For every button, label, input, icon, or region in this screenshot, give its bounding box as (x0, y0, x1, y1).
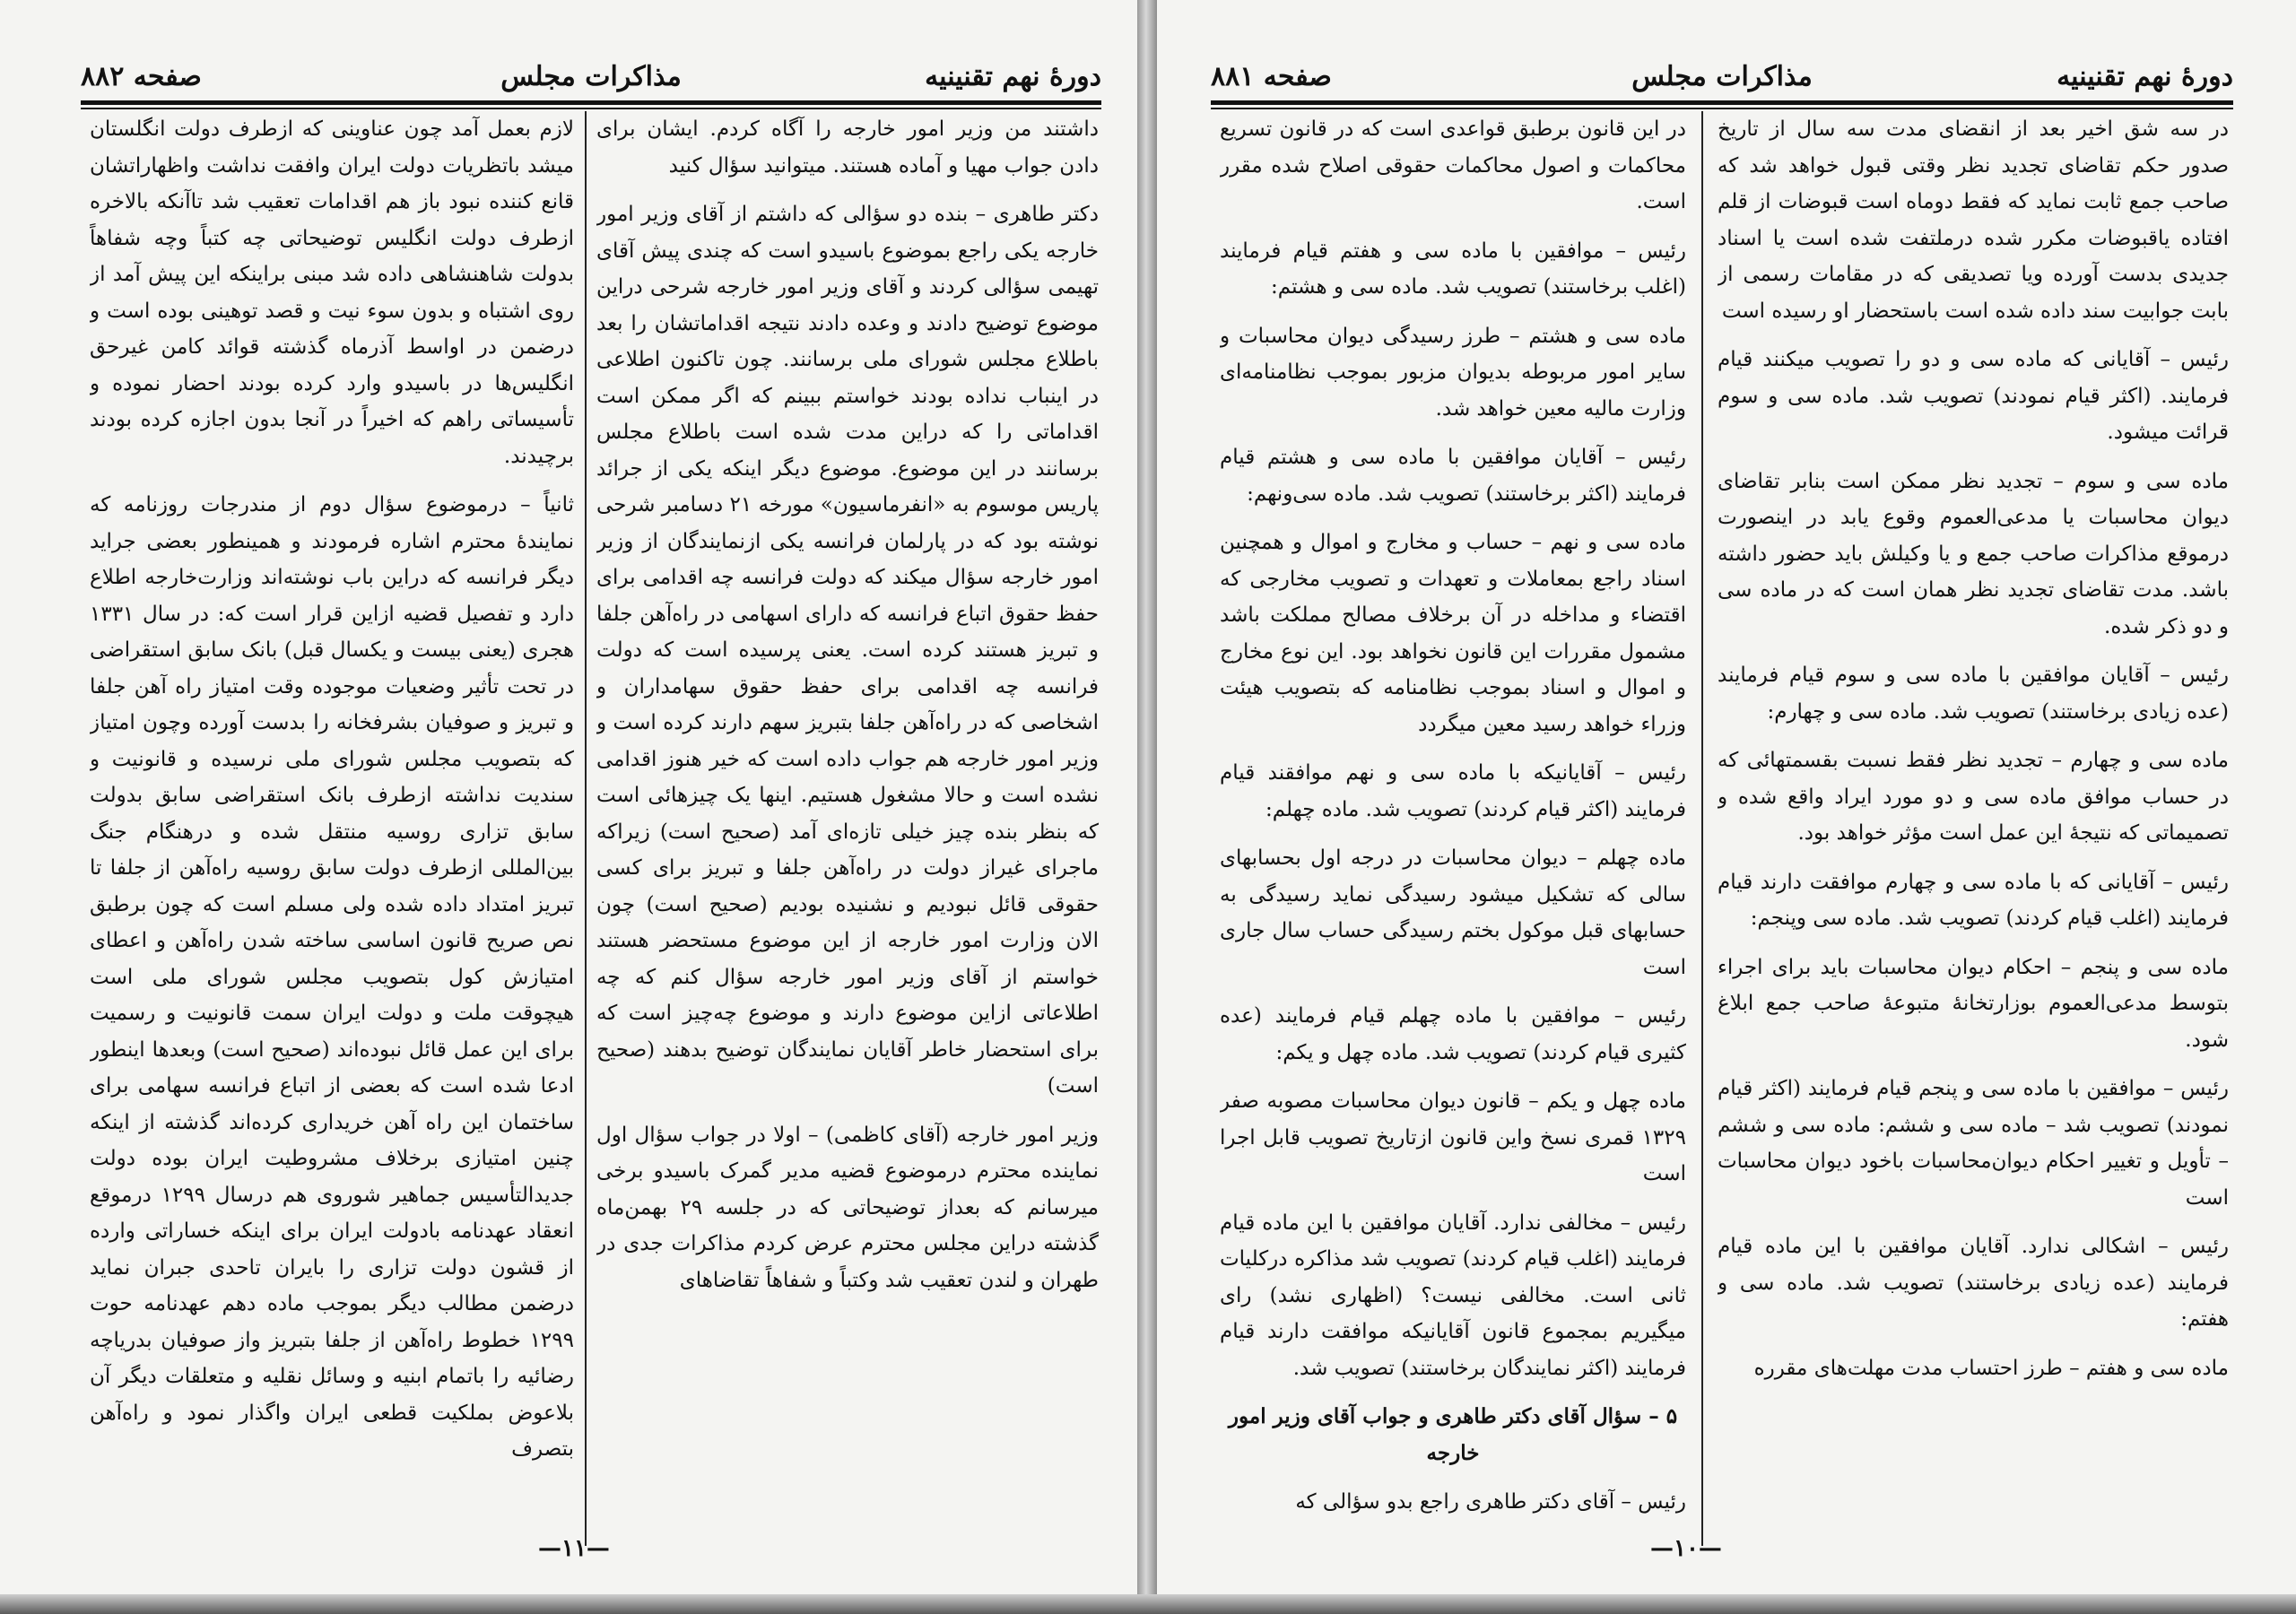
paragraph: لازم بعمل آمد چون عناوینی که ازطرف دولت انگلستان میشد باتظریات دولت ایران وافقت نداشت واظهاراتشان قانع کننده نبود باز هم اقدامات تعقیب شد تاآنکه بالاخره ازطرف دولت انگلیس توضیحاتی چه کتباً وچه شفاهاً بدولت شاهنشاهی داده شد مبنی براینکه این پیش آمد از روی اشتباه و بدون سوء نیت و قصد توهینی بوده است و درضمن در اواسط آذرماه گذشته قوائد کامن غیرحق انگلیس‌ها در باسیدو وارد کرده بودند احضار نموده و تأسیساتی راهم که اخیراً در آنجا بدون اجازه کرده بودند برچیدند. (90, 117, 574, 468)
running-title: مذاکرات مجلس (500, 61, 682, 92)
paragraph: ماده سی و نهم – حساب و مخارج و اموال و همچنین اسناد راجع بمعاملات و تعهدات و تصویب مخارجی که اقتضاء و مداخله در آن برخلاف مصالح مملکت باشد مشمول مقررات این قانون نخواهد بود. این نوع مخارج و اموال و اسناد بموجب نظامنامه که بتصویب هیئت وزراء خواهد رسید معین میگردد (1220, 531, 1686, 736)
paragraph: ماده چهل و یکم – قانون دیوان محاسبات مصوبه صفر ۱۳۲۹ قمری نسخ واین قانون ازتاریخ تصویب قابل اجرا است (1220, 1089, 1686, 1185)
header-rule-thin (1211, 108, 2233, 109)
text-column-right (596, 111, 1099, 1546)
footer-page-number: —۱۰— (1650, 1535, 1722, 1562)
paragraph: ماده سی و هفتم – طرز احتساب مدت مهلت‌های مقرره (1753, 1356, 2229, 1380)
page-number: صفحه ۸۸۱ (1211, 61, 1332, 92)
paragraph: رئیس – موافقین با ماده چهلم قیام فرمایند (عده کثیری قیام کردند) تصویب شد. ماده چهل و یکم: (1220, 1004, 1686, 1064)
running-title: مذاکرات مجلس (1631, 61, 1813, 92)
right-page (1157, 0, 2296, 1614)
paragraph: رئیس – آقایان موافقین با ماده سی و سوم قیام فرمایند (عده زیادی برخاستند) تصویب شد. ماده سی و چهارم: (1718, 664, 2229, 724)
column-divider (585, 111, 587, 1546)
paragraph: رئیس – آقای دکتر طاهری راجع بدو سؤالی که (1295, 1490, 1686, 1514)
paragraph: رئیس – آقایانی که با ماده سی و چهارم موافقت دارند قیام فرمایند (اغلب قیام کردند) تصویب شد. ماده سی وپنجم: (1718, 870, 2229, 930)
paragraph: رئیس – موافقین با ماده سی و پنجم قیام فرمایند (اکثر قیام نمودند) تصویب شد – ماده سی و ششم: ماده سی و ششم – تأویل و تغییر احکام دیوان‌محاسبات باخود دیوان محاسبات است (1718, 1077, 2229, 1210)
paragraph: رئیس – اشکالی ندارد. آقایان موافقین با این ماده قیام فرمایند (عده زیادی برخاستند) تصویب شد. ماده سی و هفتم: (1718, 1235, 2229, 1331)
paragraph: ماده سی و چهارم – تجدید نظر فقط نسبت بقسمتهائی که در حساب موافق ماده سی و دو مورد ایراد واقع شده و تصمیماتی که نتیجهٔ این عمل است مؤثر خواهد بود. (1718, 749, 2229, 845)
paragraph: داشتند من وزیر امور خارجه را آگاه کردم. ایشان برای دادن جواب مهیا و آماده هستند. میتوانید سؤال کنید (596, 117, 1099, 178)
section-heading: ۵ – سؤال آقای دکتر طاهری و جواب آقای وزیر امور خارجه (1228, 1404, 1678, 1465)
paragraph: در این قانون برطبق قواعدی است که در قانون تسریع محاکمات و اصول محاکمات حقوقی اصلاح شده مقرر است. (1220, 117, 1686, 213)
paragraph: ماده چهلم – دیوان محاسبات در درجه اول بحسابهای سالی که تشکیل میشود رسیدگی نماید رسیدگی به حسابهای قبل موکول بختم رسیدگی حساب سال جاری است (1220, 846, 1686, 979)
paragraph: رئیس – موافقین با ماده سی و هفتم قیام فرمایند (اغلب برخاستند) تصویب شد. ماده سی و هشتم: (1220, 239, 1686, 299)
paragraph: رئیس – آقایان موافقین با ماده سی و هشتم قیام فرمایند (اکثر برخاستند) تصویب شد. ماده سی‌ونهم: (1220, 446, 1686, 506)
paragraph: وزیر امور خارجه (آقای کاظمی) – اولا در جواب سؤال اول نماینده محترم درموضوع قضیه مدیر گمرک باسیدو برخی میرسانم که بعداز توضیحاتی که در جلسه ۲۹ بهمن‌ماه گذشته دراین مجلس محترم عرض کردم مذاکرات جدی در طهران و لندن تعقیب شد وکتباً و شفاهاً تقاضاهای (596, 1123, 1099, 1292)
column-divider (1701, 111, 1703, 1546)
text-column-right (1718, 111, 2229, 1546)
paragraph: دکتر طاهری – بنده دو سؤالی که داشتم از آقای وزیر امور خارجه یکی راجع بموضوع باسیدو است که چندی پیش آقای تهیمی سؤالی کردند و آقای وزیر امور خارجه شرحی دراین موضوع توضیح دادند و وعده دادند نتیجه اقداماتشان را بعد باطلاع مجلس شورای ملی برسانند. چون تاکنون اطلاعی در اینباب نداده بودند خواستم ببینم که اگر ممکن است اقداماتی را که دراین مدت شده است باطلاع مجلس برسانند در این موضوع. موضوع دیگر اینکه یکی از جرائد پاریس موسوم به «انفرماسیون» مورخه ۲۱ دسامبر شرحی نوشته بود که در پارلمان فرانسه یکی ازنمایندگان از وزیر امور خارجه سؤال میکند که دولت فرانسه چه اقدامی برای حفظ حقوق اتباع فرانسه که دارای اسهامی در راه‌آهن جلفا و تبریز هستند کرده است. یعنی پرسیده است که دولت فرانسه چه اقدامی برای حفظ حقوق سهامداران و اشخاصی که در راه‌آهن جلفا بتبریز سهم دارند کرده است و وزیر امور خارجه هم جواب داده است که خیر هنوز اقدامی نشده است و حالا مشغول هستیم. اینها یک چیزهائی است که بنظر بنده چیز خیلی تازه‌ای آمد (صحیح است) زیراکه ماجرای غیراز دولت در راه‌آهن جلفا و تبریز برای کسی حقوقی قائل نبودیم و نشنیده بودیم (صحیح است) چون الان وزارت امور خارجه از این موضوع مستحضر هستند خواستم از آقای وزیر امور خارجه سؤال کنم که چه اطلاعاتی ازاین موضوع دارند و موضوع چه‌چیز است که برای استحضار خاطر آقایان نمایندگان توضیح بدهند (صحیح است) (596, 203, 1099, 1098)
text-column-left (1220, 111, 1686, 1546)
text-column-left (90, 111, 574, 1546)
page-number: صفحه ۸۸۲ (81, 61, 202, 92)
book-gutter (1137, 0, 1157, 1614)
paragraph: ماده سی و هشتم – طرز رسیدگی دیوان محاسبات و سایر امور مربوطه بدیوان مزبور بموجب نظامنامه‌ای وزارت مالیه معین خواهد شد. (1220, 324, 1686, 421)
paragraph: رئیس – مخالفی ندارد. آقایان موافقین با این ماده قیام فرمایند (اغلب قیام کردند) تصویب شد مذاکره درکلیات ثانی است. مخالفی نیست؟ (اظهاری نشد) رای میگیریم بمجموع قانون آقایانیکه موافقت دارند قیام فرمایند (اکثر نمایندگان برخاستند) تصویب شد. (1220, 1210, 1686, 1380)
session-title: دورهٔ نهم تقنینیه (2057, 61, 2233, 92)
session-title: دورهٔ نهم تقنینیه (925, 61, 1101, 92)
header-rule (1211, 100, 2233, 105)
page-header (81, 52, 1101, 102)
paragraph: ماده سی و سوم – تجدید نظر ممکن است بنابر تقاضای دیوان محاسبات یا مدعی‌العموم وقوع یابد در اینصورت درموقع مذاکرات صاحب جمع و یا وکیلش باید حضور داشته باشد. مدت تقاضای تجدید نظر همان است که در ماده سی و دو ذکر شده. (1718, 469, 2229, 638)
header-rule (81, 100, 1101, 105)
left-page (0, 0, 1137, 1614)
header-rule-thin (81, 108, 1101, 109)
paragraph: رئیس – آقایانیکه با ماده سی و نهم موافقند قیام فرمایند (اکثر قیام کردند) تصویب شد. ماده چهلم: (1220, 761, 1686, 821)
paragraph: رئیس – آقایانی که ماده سی و دو را تصویب میکنند قیام فرمایند. (اکثر قیام نمودند) تصویب شد. ماده سی و سوم قرائت میشود. (1718, 348, 2229, 444)
page-header (1211, 52, 2233, 102)
scan-edge-shadow (0, 1594, 2296, 1614)
paragraph: ثانیاً – درموضوع سؤال دوم از مندرجات روزنامه که نمایندهٔ محترم اشاره فرمودند و همینطور بعضی جراید دیگر فرانسه که دراین باب نوشته‌اند وزارت‌خارجه اطلاع دارد و تفصیل قضیه ازاین قرار است که: در سال ۱۳۳۱ هجری (یعنی بیست و یکسال قبل) بانک سابق استقراضی در تحت تأثیر وضعیات موجوده وقت امتیاز راه آهن جلفا و تبریز و صوفیان بشرفخانه را بدست آورده وچون امتیاز که بتصویب مجلس شورای ملی نرسیده و قانونیت و سندیت نداشته ازطرف بانک استقراضی سابق بدولت سابق تزاری روسیه منتقل شده و درهنگام جنگ بین‌المللی ازطرف دولت سابق روسیه راه‌آهن از جلفا تا تبریز امتداد داده شده ولی مسلم است که چون برطبق نص صریح قانون اساسی ساخته شدن راه‌آهن و اعطای امتیازش کول بتصویب مجلس شورای ملی است هیچوقت ملت و دولت ایران سمت قانونیت و رسمیت برای این عمل قائل نبوده‌اند (صحیح است) وبعدها اینطور ادعا شده است که بعضی از اتباع فرانسه سهامی برای ساختمان این راه‌ آهن خریداری کرده‌اند گذشته از اینکه چنین امتیازی برخلاف مشروطیت ایران بوده دولت جدیدالتأسیس جماهیر شوروی هم درسال ۱۲۹۹ درموقع انعقاد عهدنامه بادولت ایران برای اینکه خساراتی وارده از قشون دولت تزاری را بایران تاحدی جبران نماید درضمن مطالب دیگر بموجب ماده دهم عهدنامه حوت ۱۲۹۹ خطوط راه‌آهن از جلفا بتبریز واز صوفیان بدریاچه رضائیه را باتمام ابنیه و وسائل نقلیه و متعلقات دیگر آن بلاعوض بملکیت قطعی ایران واگذار نمود و راه‌آهن بتصرف (90, 493, 574, 1461)
paragraph: در سه شق اخیر بعد از انقضای مدت سه سال از تاریخ صدور حکم تقاضای تجدید نظر وقتی قبول خواهد شد که صاحب جمع ثابت نماید که فقط دوماه است قبوضات از قلم افتاده یاقبوضات مکرر شده درملتفت شده است یا اسناد جدیدی بدست آورده ویا تصدیقی که در مقامات رسمی از بابت جوابیت سند داده شده است باستحضار او رسیده است (1718, 117, 2229, 323)
footer-page-number: —۱۱— (538, 1535, 610, 1562)
paragraph: ماده سی و پنجم – احکام دیوان محاسبات باید برای اجراء بتوسط مدعی‌العموم بوزارتخانهٔ متبوعهٔ صاحب جمع ابلاغ شود. (1718, 955, 2229, 1052)
